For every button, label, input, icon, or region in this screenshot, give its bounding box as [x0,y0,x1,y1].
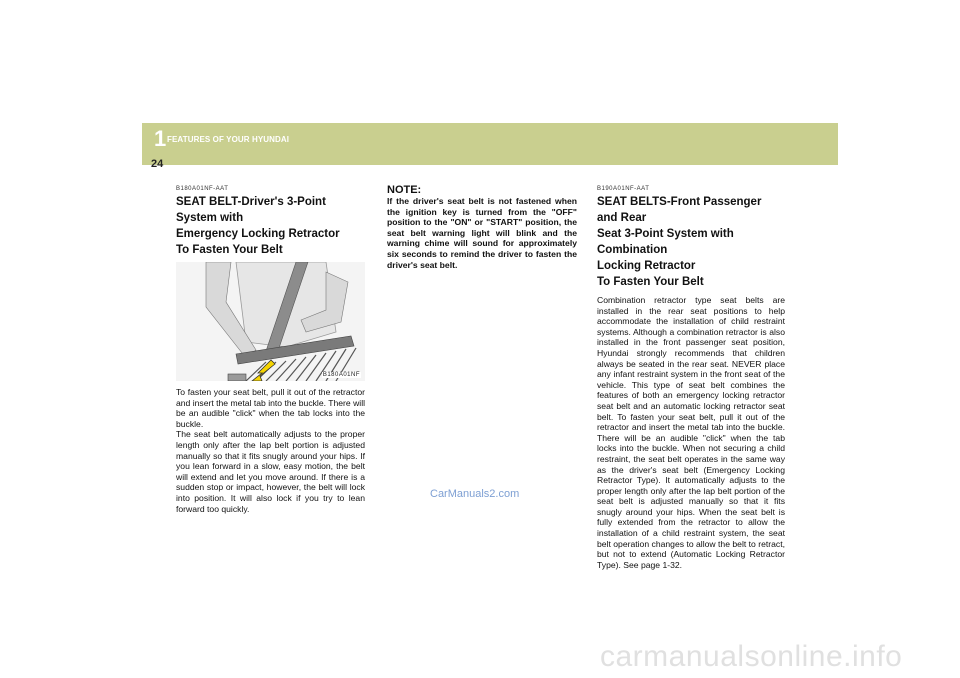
body-text [597,295,785,570]
chapter-number: 1 [154,126,167,151]
heading-line: Seat 3-Point System with Combination [597,228,734,256]
heading-line: SEAT BELT-Driver's 3-Point System with [176,196,326,224]
image-code: B180A01NF [322,372,360,378]
body-text [176,387,365,514]
page-number: 24 [151,158,164,170]
header-band [142,123,838,165]
paragraph: Combination retractor type seat belts are installed in the rear seat positions to help accommodate the installation of child restraint systems. Although a combination retractor is also installed in the front passenger seat position, Hyundai strongly recommends that children always be seated in the rear seat. NEVER place any infant restraint system in the front seat of the vehicle. This type of seat belt combines the features of both an emergency locking retractor seat belt and an automatic locking retractor seat belt. To fasten your seat belt, pull it out of the retractor and insert the metal tab into the buckle. There will be an audible "click" when the tab locks into the buckle. When not securing a child restraint, the seat belt operates in the same way as the driver's seat belt (Emergency Locking Retractor Type). It automatically adjusts to the proper length only after the lap belt portion of the seat belt is adjusted manually so that it fits snugly around your hips. When the seat belt is fully extended from the retractor to allow the installation of a child restraint system, the seat belt operation changes to allow the belt to retract, but not to extend (Automatic Locking Retractor Type). See page 1-32. [597,295,785,570]
heading-line: Locking Retractor [597,260,696,272]
heading-line: To Fasten Your Belt [176,244,283,256]
footer-site-watermark: carmanualsonline.info [600,640,903,673]
section-code: B180A01NF-AAT [176,186,229,192]
note-title: NOTE: [387,184,422,196]
section-heading [176,194,365,258]
section-code: B190A01NF-AAT [597,186,650,192]
heading-line: Emergency Locking Retractor [176,228,340,240]
section-heading [597,194,785,290]
heading-line: SEAT BELTS-Front Passenger and Rear [597,196,762,224]
seat-belt-illustration [176,262,365,381]
right-column [597,186,785,570]
heading-line: To Fasten Your Belt [597,276,704,288]
paragraph: To fasten your seat belt, pull it out of the retractor and insert the metal tab into the buckle. There will be an audible "click" when the tab locks into the buckle. [176,387,366,429]
chapter-title: FEATURES OF YOUR HYUNDAI [167,135,290,144]
watermark-link[interactable]: CarManuals2.com [430,488,520,500]
left-column [176,186,365,514]
note-text: If the driver's seat belt is not fastened when the ignition key is turned from the "OFF" position to the "ON" or "START" position, the seat belt warning light will blink and the warning chime will sound for approximately six seconds to remind the driver to fasten the driver's seat belt. [387,196,577,270]
paragraph: The seat belt automatically adjusts to the proper length only after the lap belt portion is adjusted manually so that it fits snugly around your hips. If you lean forward in a slow, easy motion, the belt will extend and let you move around. If there is a sudden stop or impact, however, the belt will lock into position. It will also lock if you try to lean forward too quickly. [176,429,365,514]
middle-column [387,184,577,270]
seat-belt-photo-graphic [176,262,365,381]
